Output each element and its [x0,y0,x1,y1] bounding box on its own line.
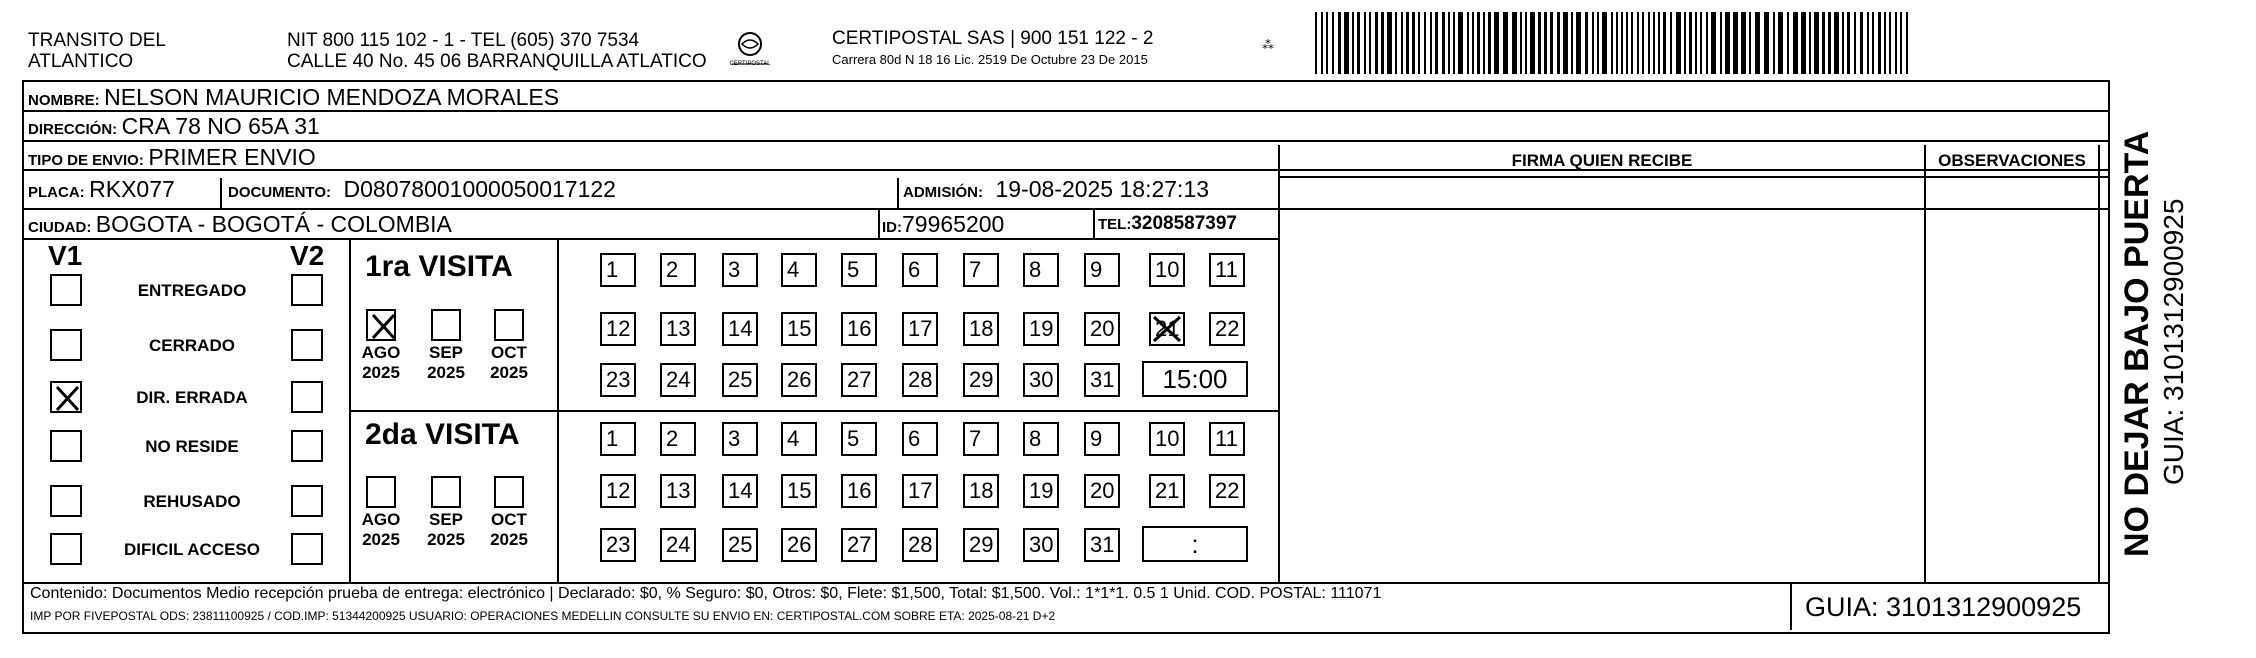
visit2-day-25[interactable]: 25 [722,528,758,562]
visit1-day-11[interactable]: 11 [1209,253,1245,287]
visit2-day-4[interactable]: 4 [781,422,817,456]
visit2-day-16[interactable]: 16 [841,474,877,508]
visit1-day-21[interactable]: 21 [1149,312,1185,346]
v2-checkbox-cerrado[interactable] [291,329,323,361]
v1-checkbox-dir-errada[interactable] [50,381,82,413]
visit2-month-label-sep: SEP 2025 [427,510,465,549]
visit2-month-label-ago: AGO 2025 [361,510,401,549]
visit1-month-checkbox-oct[interactable] [494,309,524,341]
documento-label: DOCUMENTO: [228,184,332,201]
admision-row [903,176,1209,206]
visit2-day-30[interactable]: 30 [1023,528,1059,562]
tipo-envio-row [28,144,316,174]
visit1-day-4[interactable]: 4 [781,253,817,287]
visit2-day-28[interactable]: 28 [902,528,938,562]
visit2-time-field[interactable]: : [1142,526,1248,562]
visit2-day-26[interactable]: 26 [781,528,817,562]
v1-checkbox-entregado[interactable] [50,274,82,306]
address-line: CALLE 40 No. 45 06 BARRANQUILLA ATLATICO [287,51,707,72]
visit1-day-25[interactable]: 25 [722,363,758,397]
visit1-day-15[interactable]: 15 [781,312,817,346]
documento-row [228,176,616,206]
visit1-day-26[interactable]: 26 [781,363,817,397]
visit2-day-29[interactable]: 29 [963,528,999,562]
tipo-envio-label: TIPO DE ENVIO: [28,152,144,169]
placa-row [28,176,175,206]
visit2-day-11[interactable]: 11 [1209,422,1245,456]
visit1-day-30[interactable]: 30 [1023,363,1059,397]
visit2-day-27[interactable]: 27 [841,528,877,562]
visit1-day-23[interactable]: 23 [600,363,636,397]
visit2-day-14[interactable]: 14 [722,474,758,508]
visit2-day-31[interactable]: 31 [1084,528,1120,562]
direccion-label: DIRECCIÓN: [28,121,118,138]
status-label-dir-errada: DIR. ERRADA [136,388,248,407]
license-line: Carrera 80d N 18 16 Lic. 2519 De Octubre 23 De 2015 [832,52,1148,67]
footer-guia: GUIA: 3101312900925 [1805,592,2082,622]
v2-header: V2 [290,240,325,271]
visit2-day-10[interactable]: 10 [1149,422,1185,456]
visit2-day-7[interactable]: 7 [963,422,999,456]
visit2-day-9[interactable]: 9 [1084,422,1120,456]
visit1-day-14[interactable]: 14 [722,312,758,346]
visit2-month-checkbox-ago[interactable] [366,476,396,508]
direccion-value: CRA 78 NO 65A 31 [121,113,320,139]
nombre-label: NOMBRE: [28,92,100,109]
v2-checkbox-rehusado[interactable] [291,485,323,517]
nit-line: NIT 800 115 102 - 1 - TEL (605) 370 7534 [287,30,640,51]
v1-checkbox-cerrado[interactable] [50,329,82,361]
company-line: CERTIPOSTAL SAS | 900 151 122 - 2 [832,28,1154,49]
side-warning: NO DEJAR BAJO PUERTA [2118,130,2156,557]
visit1-day-24[interactable]: 24 [660,363,696,397]
visit2-day-3[interactable]: 3 [722,422,758,456]
tel-label: TEL: [1098,216,1132,233]
visit1-day-2[interactable]: 2 [660,253,696,287]
tel-row [1098,211,1237,238]
visit2-month-label-oct: OCT 2025 [490,510,528,549]
visit2-day-12[interactable]: 12 [600,474,636,508]
visit2-month-checkbox-oct[interactable] [494,476,524,508]
visit1-day-20[interactable]: 20 [1084,312,1120,346]
visit1-day-5[interactable]: 5 [841,253,877,287]
org-name-line1: TRANSITO DEL [28,30,166,51]
tel-value: 3208587397 [1131,213,1237,234]
status-label-rehusado: REHUSADO [143,492,241,511]
visit2-day-19[interactable]: 19 [1023,474,1059,508]
visit2-day-18[interactable]: 18 [963,474,999,508]
org-name [28,30,166,72]
barcode [1315,12,1910,74]
id-label: ID: [882,219,902,236]
visit2-day-5[interactable]: 5 [841,422,877,456]
visit1-time-field[interactable]: 15:00 [1142,361,1248,397]
visit1-title: 1ra VISITA [365,250,513,283]
tipo-envio-value: PRIMER ENVIO [148,144,316,170]
visit1-day-17[interactable]: 17 [902,312,938,346]
visit1-day-27[interactable]: 27 [841,363,877,397]
ciudad-value: BOGOTA - BOGOTÁ - COLOMBIA [95,211,452,237]
direccion-row [28,113,320,143]
admision-value: 19-08-2025 18:27:13 [995,176,1210,202]
visit2-day-23[interactable]: 23 [600,528,636,562]
mark-icon: ⁂ [1262,38,1274,52]
visit1-day-29[interactable]: 29 [963,363,999,397]
visit2-day-20[interactable]: 20 [1084,474,1120,508]
logo-text: CERTIPOSTAL [729,61,771,67]
visit1-day-8[interactable]: 8 [1023,253,1059,287]
visit2-day-21[interactable]: 21 [1149,474,1185,508]
org-name-line2: ATLANTICO [28,51,134,72]
visit2-day-15[interactable]: 15 [781,474,817,508]
visit1-day-9[interactable]: 9 [1084,253,1120,287]
visit1-day-10[interactable]: 10 [1149,253,1185,287]
observaciones-header: OBSERVACIONES [1938,151,2086,170]
visit1-month-label-ago: AGO 2025 [361,343,401,382]
placa-label: PLACA: [28,184,85,201]
nombre-row [28,84,559,114]
visit2-day-22[interactable]: 22 [1209,474,1245,508]
visit2-day-24[interactable]: 24 [660,528,696,562]
status-label-no-reside: NO RESIDE [145,437,239,456]
visit1-day-18[interactable]: 18 [963,312,999,346]
status-label-entregado: ENTREGADO [137,281,247,300]
nombre-value: NELSON MAURICIO MENDOZA MORALES [104,84,560,110]
v2-checkbox-no-reside[interactable] [291,430,323,462]
org-contact [287,30,707,72]
side-guia: GUIA: 3101312900925 [2158,198,2189,485]
v1-checkbox-rehusado[interactable] [50,485,82,517]
v1-checkbox-no-reside[interactable] [50,430,82,462]
documento-value: D08078001000050017122 [343,176,616,202]
visit1-day-16[interactable]: 16 [841,312,877,346]
visit1-month-label-oct: OCT 2025 [490,343,528,382]
status-label-cerrado: CERRADO [149,336,235,355]
visit1-day-1[interactable]: 1 [600,253,636,287]
placa-value: RKX077 [89,176,175,202]
footer-content: Contenido: Documentos Medio recepción prueba de entrega: electrónico | Declarado: $0, % Seguro: $0, Otros: $0, Flete: $1,500, Total: $1,500. Vol.: 1*1*1. 0.5 1 Unid. COD. POSTAL: 111071 [30,585,1382,602]
visit1-month-checkbox-ago[interactable] [366,309,396,341]
checkmark-icon [368,311,398,341]
firma-header: FIRMA QUIEN RECIBE [1511,151,1693,170]
visit1-day-19[interactable]: 19 [1023,312,1059,346]
footer-print-info: IMP POR FIVEPOSTAL ODS: 23811100925 / COD.IMP: 51344200925 USUARIO: OPERACIONES MEDELLIN CONSULTE SU ENVIO EN: CERTIPOSTAL.COM SOBRE ETA: 2025-08-21 D+2 [30,609,1056,623]
v1-checkbox-dificil-acceso[interactable] [50,533,82,565]
v2-checkbox-entregado[interactable] [291,274,323,306]
v1-header: V1 [48,240,83,271]
v2-checkbox-dir-errada[interactable] [291,381,323,413]
id-row [882,211,1004,241]
visit2-day-2[interactable]: 2 [660,422,696,456]
visit2-title: 2da VISITA [365,418,520,451]
visit1-day-7[interactable]: 7 [963,253,999,287]
ciudad-row [28,211,452,241]
visit1-day-3[interactable]: 3 [722,253,758,287]
visit1-day-12[interactable]: 12 [600,312,636,346]
visit1-day-22[interactable]: 22 [1209,312,1245,346]
company-info [832,28,1153,67]
visit2-day-8[interactable]: 8 [1023,422,1059,456]
v2-checkbox-dificil-acceso[interactable] [291,533,323,565]
visit2-day-6[interactable]: 6 [902,422,938,456]
visit1-day-31[interactable]: 31 [1084,363,1120,397]
certipostal-logo-icon [728,28,772,72]
visit1-day-28[interactable]: 28 [902,363,938,397]
visit2-day-13[interactable]: 13 [660,474,696,508]
checkmark-icon [52,383,82,413]
status-label-dificil-acceso: DIFICIL ACCESO [123,540,260,559]
visit1-month-checkbox-sep[interactable] [431,309,461,341]
admision-label: ADMISIÓN: [903,184,983,201]
ciudad-label: CIUDAD: [28,219,92,236]
visit2-month-checkbox-sep[interactable] [431,476,461,508]
visit2-day-1[interactable]: 1 [600,422,636,456]
visit1-day-13[interactable]: 13 [660,312,696,346]
visit2-day-17[interactable]: 17 [902,474,938,508]
id-value: 79965200 [902,211,1005,237]
visit1-day-6[interactable]: 6 [902,253,938,287]
visit1-month-label-sep: SEP 2025 [427,343,465,382]
